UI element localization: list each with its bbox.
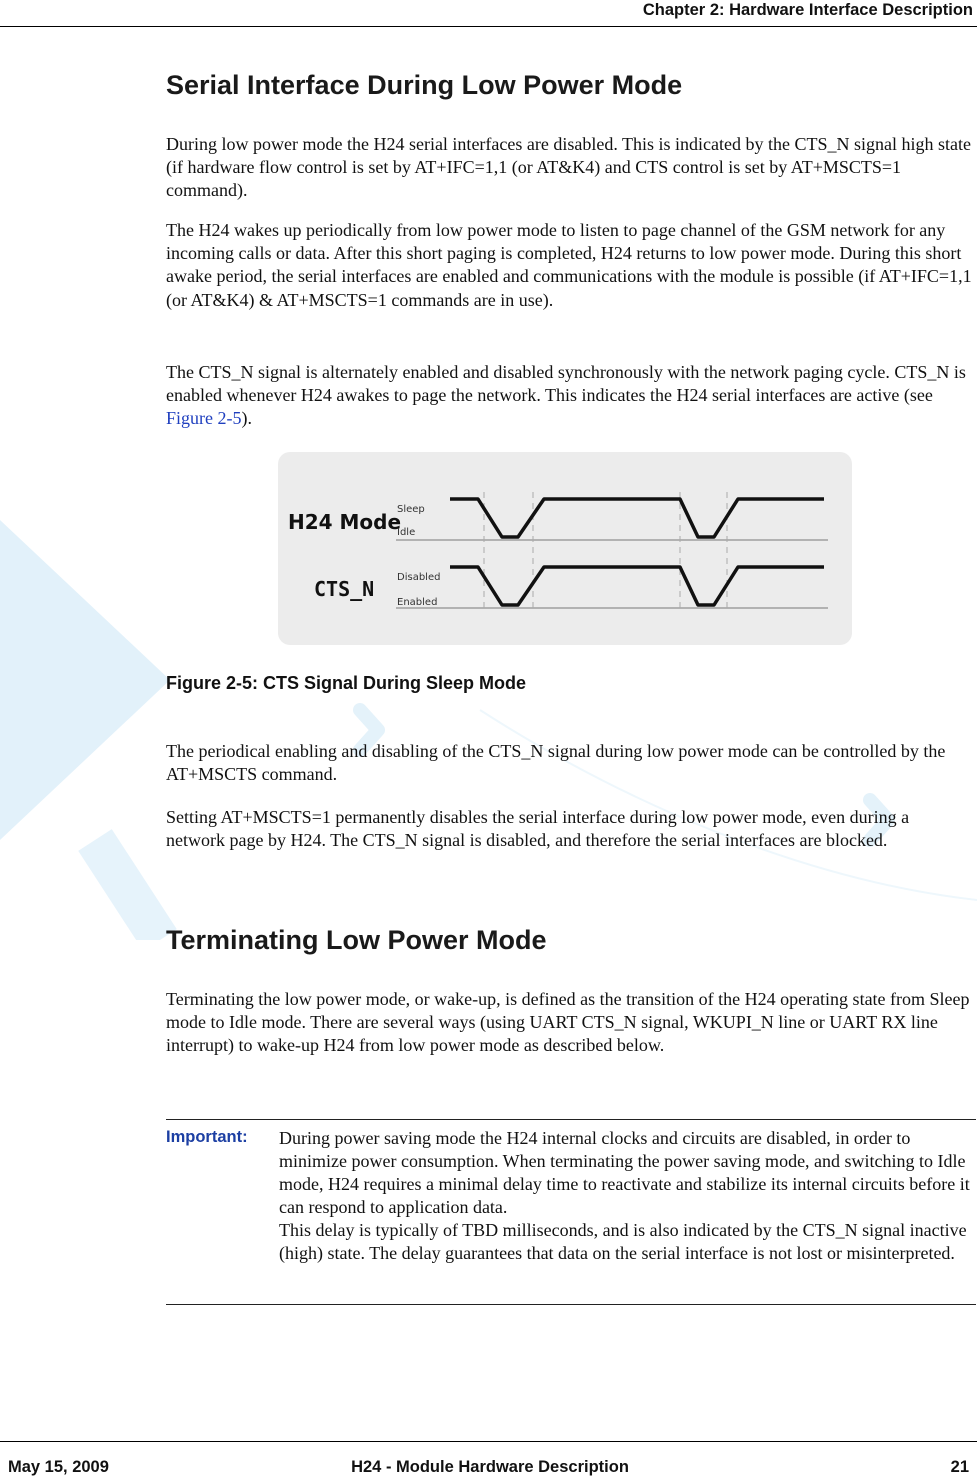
- note-line-1: During power saving mode the H24 internal clocks and circuits are disabled, in order to minimize power consumption. When terminating the power saving mode, and switching to Idle mode, H24 requires a minimal delay time to reactivate and stabilize its internal circuits before it can respond to application data.: [279, 1128, 970, 1217]
- paragraph-4: The periodical enabling and disabling of the CTS_N signal during low power mode can be controlled by the AT+MSCTS command.: [166, 741, 946, 785]
- row2-high-label: Disabled: [397, 572, 441, 583]
- page-number: 21: [950, 1458, 969, 1476]
- row1-label: H24 Mode: [288, 510, 402, 534]
- figure-caption: Figure 2-5: CTS Signal During Sleep Mode: [166, 673, 527, 693]
- paragraph-2: The H24 wakes up periodically from low power mode to listen to page channel of the GSM network for any incoming calls or data. After this short paging is completed, H24 returns to low power mode. During this short awake period, the serial interfaces are enabled and communications with the module is possible (if AT+IFC=1,1 (or AT&K4) & AT+MSCTS=1 commands are in use).: [166, 220, 972, 310]
- footer-doc-title: H24 - Module Hardware Description: [351, 1458, 629, 1476]
- diagram-background: [278, 452, 852, 645]
- note-text: [279, 1127, 976, 1265]
- paragraph-5: Setting AT+MSCTS=1 permanently disables the serial interface during low power mode, even during a network page by H24. The CTS_N signal is disabled, and therefore the serial interfaces are blocked.: [166, 807, 910, 851]
- paragraph-1: During low power mode the H24 serial interfaces are disabled. This is indicated by the CTS_N signal high state (if hardware flow control is set by AT+IFC=1,1 (or AT&K4) and CTS control is set by AT+MSCTS=1 command).: [166, 134, 971, 201]
- page-footer: [0, 1441, 977, 1479]
- paragraph-6: Terminating the low power mode, or wake-up, is defined as the transition of the H24 operating state from Sleep mode to Idle mode. There are several ways (using UART CTS_N signal, WKUPI_N line or UART RX line interrupt) to wake-up H24 from low power mode as described below.: [166, 989, 970, 1056]
- footer-date: May 15, 2009: [8, 1458, 109, 1476]
- note-line-2: This delay is typically of TBD milliseconds, and is also indicated by the CTS_N signal inactive (high) state. The delay guarantees that data on the serial interface is not lost or misinterpreted.: [279, 1220, 967, 1263]
- row1-high-label: Sleep: [397, 504, 425, 515]
- row2-label: CTS_N: [314, 577, 375, 601]
- paragraph-3: The CTS_N signal is alternately enabled and disabled synchronously with the network paging cycle. CTS_N is enabled whenever H24 awakes to page the network. This indicates the H24 serial interfaces are active (see Figure 2-5).: [166, 362, 966, 429]
- chapter-title: Chapter 2: Hardware Interface Description: [642, 1, 973, 19]
- note-label: Important:: [166, 1128, 248, 1146]
- row1-low-label: Idle: [397, 527, 416, 538]
- page-header: [0, 0, 977, 27]
- row2-low-label: Enabled: [397, 597, 438, 608]
- important-note: [166, 1119, 976, 1305]
- section-title-terminating: Terminating Low Power Mode: [166, 925, 547, 955]
- figure-2-5-link[interactable]: Figure 2-5: [166, 408, 242, 429]
- section-title-serial-interface: Serial Interface During Low Power Mode: [166, 70, 683, 100]
- cts-timing-diagram: [278, 452, 852, 645]
